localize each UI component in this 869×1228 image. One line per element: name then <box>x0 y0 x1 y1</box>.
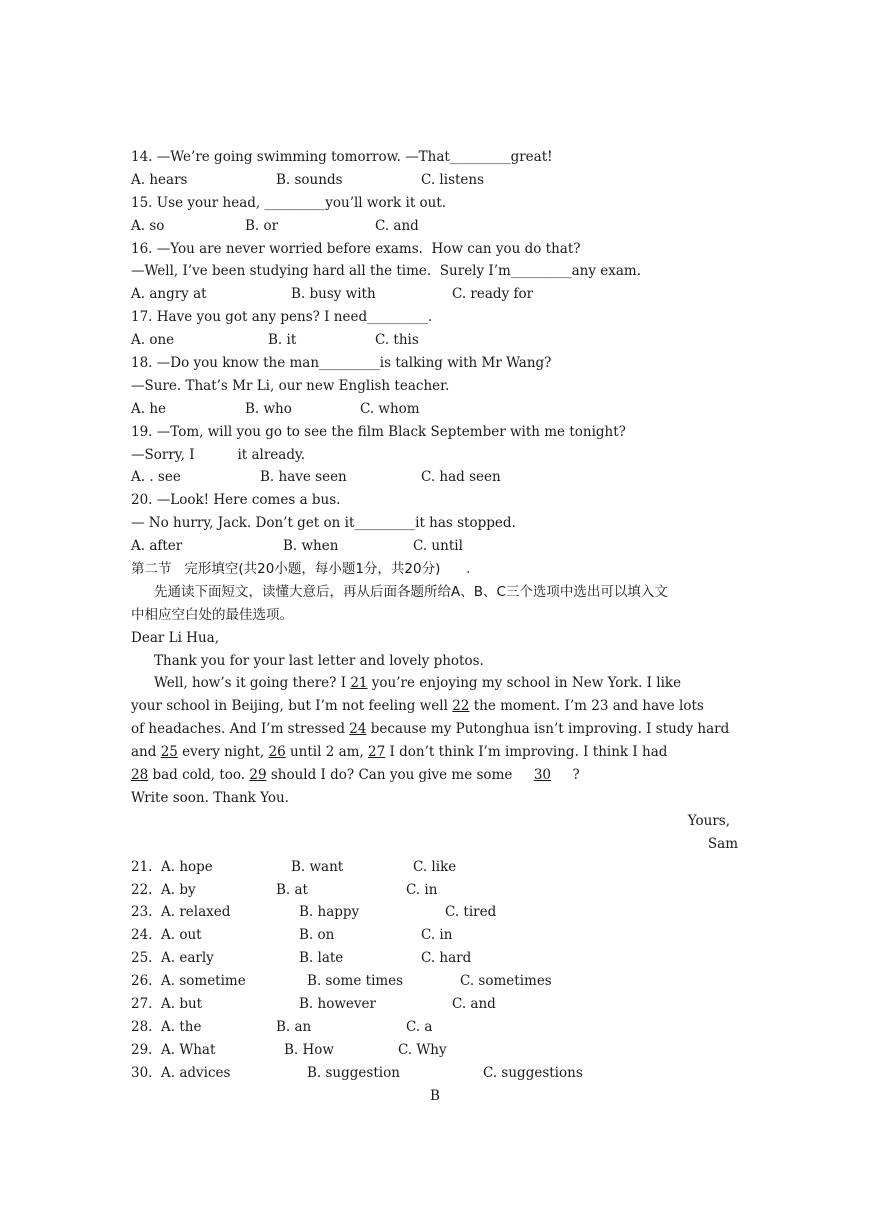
option: B. busy with <box>291 286 376 303</box>
option: A. hears <box>131 171 188 188</box>
letter-line-3 <box>131 718 738 741</box>
question-16-options <box>131 283 738 306</box>
question-20-reply: — No hurry, Jack. Don’t get on it_________it has stopped. <box>131 515 516 532</box>
exam-page <box>131 146 738 1107</box>
option: B. at <box>276 881 308 898</box>
question-20: 20. —Look! Here comes a bus. <box>131 492 341 509</box>
option: C. ready for <box>452 286 534 303</box>
option: A. early <box>161 950 214 967</box>
letter-text: the moment. I’m 23 and have lots <box>469 698 704 715</box>
letter-text: ? <box>551 767 580 784</box>
question-number: 25. <box>131 950 153 967</box>
section-heading: 第二节 完形填空(共20小题，每小题1分，共20分) . <box>131 561 471 578</box>
letter-text: your school in Beijing, but I’m not feeling well <box>131 698 453 715</box>
question-29-options <box>131 1039 738 1062</box>
option: C. whom <box>360 400 420 417</box>
question-18-options <box>131 398 738 421</box>
option: C. tired <box>445 904 497 921</box>
letter-text: of headaches. And I’m stressed <box>131 721 350 738</box>
question-number: 30. <box>131 1064 153 1081</box>
section-instruction-cont: 中相应空白处的最佳选项。 <box>131 606 293 623</box>
option: A. out <box>161 927 202 944</box>
option: A. he <box>131 400 167 417</box>
option: C. like <box>413 858 457 875</box>
option: A. What <box>161 1041 216 1058</box>
option: B. however <box>299 995 376 1012</box>
letter-text: every night, <box>177 744 269 761</box>
blank-26: 26 <box>268 744 286 761</box>
question-24-options <box>131 924 738 947</box>
question-14: 14. —We’re going swimming tomorrow. —That_________great! <box>131 149 553 165</box>
option: B. on <box>299 927 335 944</box>
question-number: 23. <box>131 904 153 921</box>
option: A. after <box>131 538 183 555</box>
option: A. by <box>161 881 196 898</box>
question-19-reply: —Sorry, I it already. <box>131 446 306 463</box>
option: B. who <box>245 400 292 417</box>
option: B. it <box>268 332 297 349</box>
option: A. . see <box>131 469 181 486</box>
option: A. angry at <box>131 286 207 303</box>
option: C. sometimes <box>460 973 552 990</box>
option: A. relaxed <box>161 904 231 921</box>
option: B. some times <box>307 973 404 990</box>
option: B. an <box>276 1018 312 1035</box>
question-number: 26. <box>131 973 153 990</box>
option: C. a <box>406 1018 433 1035</box>
question-22-options <box>131 879 738 902</box>
option: C. this <box>375 332 419 349</box>
blank-22: 22 <box>452 698 470 715</box>
option: A. advices <box>161 1064 231 1081</box>
letter-line-2 <box>131 695 738 718</box>
option: A. but <box>161 995 203 1012</box>
question-17-options <box>131 329 738 352</box>
option: C. in <box>406 881 438 898</box>
section-marker: B <box>430 1087 440 1104</box>
letter-text: should I do? Can you give me some <box>266 767 534 784</box>
question-20-options <box>131 535 738 558</box>
question-18: 18. —Do you know the man_________is talking with Mr Wang? <box>131 355 552 372</box>
question-number: 21. <box>131 858 153 875</box>
question-16-reply: —Well, I’ve been studying hard all the time. Surely I’m_________any exam. <box>131 263 641 280</box>
letter-yours: Yours, <box>687 812 730 829</box>
blank-30: 30 <box>533 767 551 784</box>
option: C. had seen <box>421 469 501 486</box>
letter-text: you’re enjoying my school in New York. I like <box>367 675 682 692</box>
option: B. or <box>245 217 279 234</box>
option: B. have seen <box>260 469 347 486</box>
letter-line-4 <box>131 741 738 764</box>
question-number: 24. <box>131 927 153 944</box>
letter-closing: Write soon. Thank You. <box>131 789 289 806</box>
option: C. Why <box>398 1041 447 1058</box>
blank-27: 27 <box>368 744 386 761</box>
option: B. when <box>283 538 339 555</box>
question-number: 29. <box>131 1041 153 1058</box>
option: A. sometime <box>161 973 246 990</box>
letter-text: Well, how’s it going there? I <box>154 675 351 692</box>
option: C. listens <box>421 171 485 188</box>
question-28-options <box>131 1016 738 1039</box>
option: C. hard <box>421 950 472 967</box>
letter-text: bad cold, too. <box>148 767 250 784</box>
letter-text: until 2 am, <box>285 744 369 761</box>
question-number: 27. <box>131 995 153 1012</box>
question-26-options <box>131 970 738 993</box>
question-27-options <box>131 993 738 1016</box>
question-15-options <box>131 215 738 238</box>
option: B. want <box>291 858 344 875</box>
letter-text: and <box>131 744 161 761</box>
question-15: 15. Use your head, _________you’ll work it out. <box>131 194 447 211</box>
option: B. late <box>299 950 344 967</box>
option: B. sounds <box>276 171 343 188</box>
option: B. How <box>284 1041 334 1058</box>
option: A. hope <box>161 858 213 875</box>
letter-text: because my Putonghua isn’t improving. I study hard <box>366 721 730 738</box>
letter-text: I don’t think I’m improving. I think I had <box>385 744 668 761</box>
option: A. the <box>161 1018 202 1035</box>
question-14-options <box>131 169 738 192</box>
option: C. and <box>375 217 419 234</box>
question-25-options <box>131 947 738 970</box>
question-30-options <box>131 1062 738 1085</box>
letter-line-5 <box>131 764 738 787</box>
question-number: 22. <box>131 881 153 898</box>
letter-line-1 <box>131 672 738 695</box>
question-19: 19. —Tom, will you go to see the film Black September with me tonight? <box>131 423 626 440</box>
letter-signature: Sam <box>707 835 738 852</box>
section-instruction: 先通读下面短文，读懂大意后，再从后面各题所给A、B、C三个选项中选出可以填入文 <box>154 583 668 600</box>
question-19-options <box>131 466 738 489</box>
option: A. one <box>131 332 175 349</box>
letter-greeting: Dear Li Hua, <box>131 629 219 646</box>
option: B. happy <box>299 904 360 921</box>
question-17: 17. Have you got any pens? I need_________. <box>131 309 433 326</box>
blank-21: 21 <box>350 675 368 692</box>
option: B. suggestion <box>307 1064 400 1081</box>
question-23-options <box>131 901 738 924</box>
option: C. and <box>452 995 496 1012</box>
option: C. until <box>413 538 463 555</box>
question-16: 16. —You are never worried before exams. How can you do that? <box>131 240 581 257</box>
option: C. in <box>421 927 453 944</box>
option: A. so <box>131 217 165 234</box>
option: C. suggestions <box>483 1064 583 1081</box>
blank-24: 24 <box>349 721 367 738</box>
blank-28: 28 <box>131 767 149 784</box>
blank-29: 29 <box>249 767 267 784</box>
question-21-options <box>131 856 738 879</box>
question-18-reply: —Sure. That’s Mr Li, our new English teacher. <box>131 377 450 394</box>
question-number: 28. <box>131 1018 153 1035</box>
blank-25: 25 <box>160 744 178 761</box>
letter-paragraph-1: Thank you for your last letter and lovely photos. <box>154 652 484 669</box>
